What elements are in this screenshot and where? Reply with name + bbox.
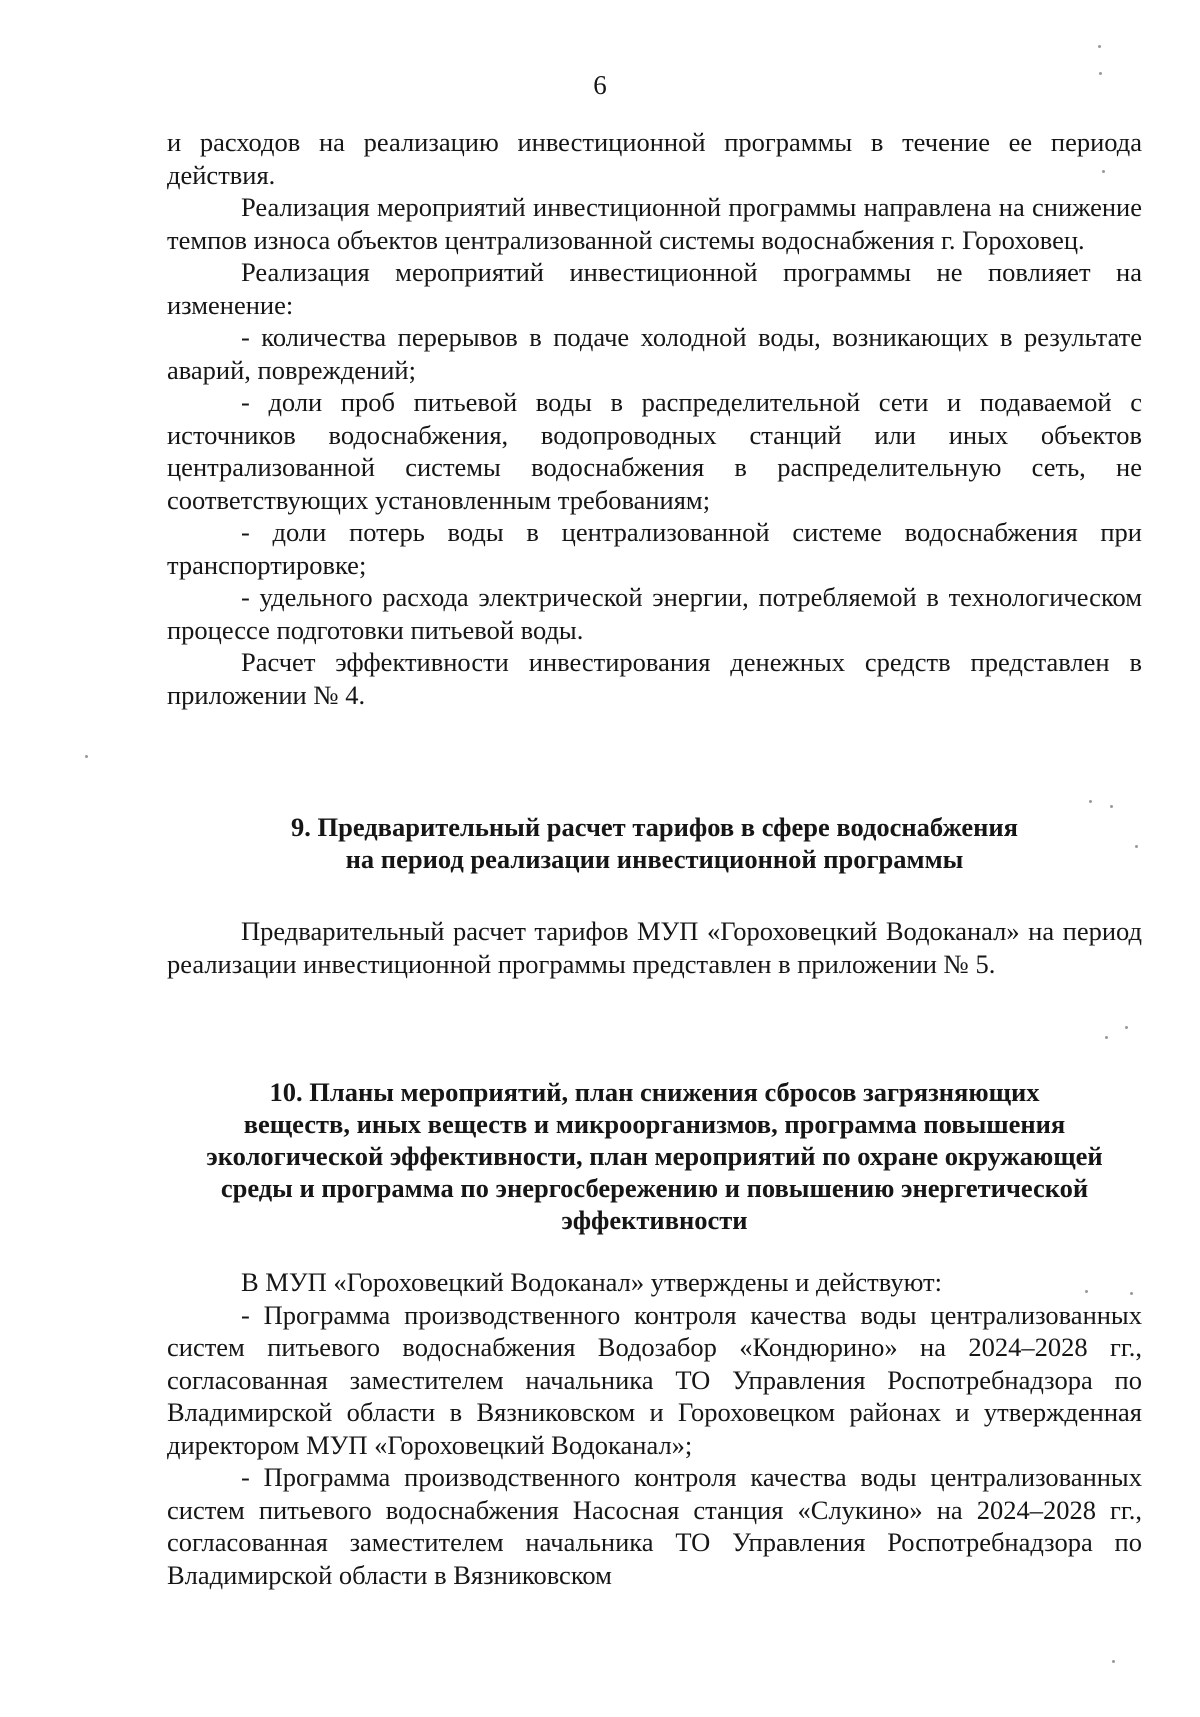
paragraph: В МУП «Гороховецкий Водоканал» утверждены и действуют: (241, 1267, 942, 1297)
section-10-heading (167, 1076, 1142, 1236)
scan-speck (85, 755, 88, 758)
heading-line: 9. Предварительный расчет тарифов в сфере водоснабжения (291, 812, 1018, 842)
list-item: - Программа производственного контроля качества воды централизованных систем питьевого водоснабжения Насосная станция «Слукино» на 2024–2028 гг., согласованная заместителем начальника ТО Управления Роспотребнадзора по Владимирской области в Вязниковском (167, 1462, 1142, 1590)
list-item: - количества перерывов в подаче холодной воды, возникающих в результате аварий, повреждений; (167, 322, 1142, 385)
scan-speck (1125, 1026, 1128, 1029)
scan-speck (1105, 1036, 1108, 1039)
section-10-body (167, 1266, 1142, 1591)
page-number: 6 (593, 70, 607, 100)
heading-line: экологической эффективности, план мероприятий по охране окружающей (206, 1141, 1103, 1171)
scan-speck (1085, 1290, 1088, 1293)
heading-line: эффективности (561, 1205, 748, 1235)
scan-speck (1099, 72, 1102, 75)
scan-speck (1110, 805, 1113, 808)
heading-line: веществ, иных веществ и микроорганизмов, программа повышения (243, 1109, 1066, 1139)
scan-speck (1089, 800, 1092, 803)
section-9-heading (167, 811, 1142, 875)
paragraph: Предварительный расчет тарифов МУП «Гороховецкий Водоканал» на период реализации инвестиционной программы представлен в приложении № 5. (167, 916, 1142, 979)
intro-block (167, 126, 1142, 711)
paragraph: Реализация мероприятий инвестиционной программы не повлияет на изменение: (167, 257, 1142, 320)
list-item: - Программа производственного контроля качества воды централизованных систем питьевого водоснабжения Водозабор «Кондюрино» на 2024–2028 гг., согласованная заместителем начальника ТО Управления Роспотребнадзора по Владимирской области в Вязниковском и Гороховецком районах и утвержденная директором МУП «Гороховецкий Водоканал»; (167, 1299, 1142, 1460)
list-item: - доли проб питьевой воды в распределительной сети и подаваемой с источников водоснабжения, водопроводных станций или иных объектов централизованной системы водоснабжения в распределительную сеть, не соответствующих установленным требованиям; (167, 387, 1142, 515)
heading-line: среды и программа по энергосбережению и повышению энергетической (220, 1173, 1089, 1203)
scan-speck (1135, 845, 1138, 848)
heading-line: на период реализации инвестиционной программы (345, 844, 964, 874)
list-item: - доли потерь воды в централизованной системе водоснабжения при транспортировке; (167, 517, 1142, 580)
paragraph: Реализация мероприятий инвестиционной программы направлена на снижение темпов износа объектов централизованной системы водоснабжения г. Гороховец. (167, 192, 1142, 255)
paragraph: Расчет эффективности инвестирования денежных средств представлен в приложении № 4. (167, 647, 1142, 710)
scan-speck (1130, 1292, 1133, 1295)
section-9-body (167, 915, 1142, 980)
scan-speck (1112, 1660, 1115, 1663)
scan-speck (1102, 170, 1105, 173)
list-item: - удельного расхода электрической энергии, потребляемой в технологическом процессе подготовки питьевой воды. (167, 582, 1142, 645)
scan-speck (1098, 45, 1101, 48)
paragraph: и расходов на реализацию инвестиционной программы в течение ее периода действия. (167, 127, 1142, 190)
heading-line: 10. Планы мероприятий, план снижения сбросов загрязняющих (269, 1077, 1040, 1107)
